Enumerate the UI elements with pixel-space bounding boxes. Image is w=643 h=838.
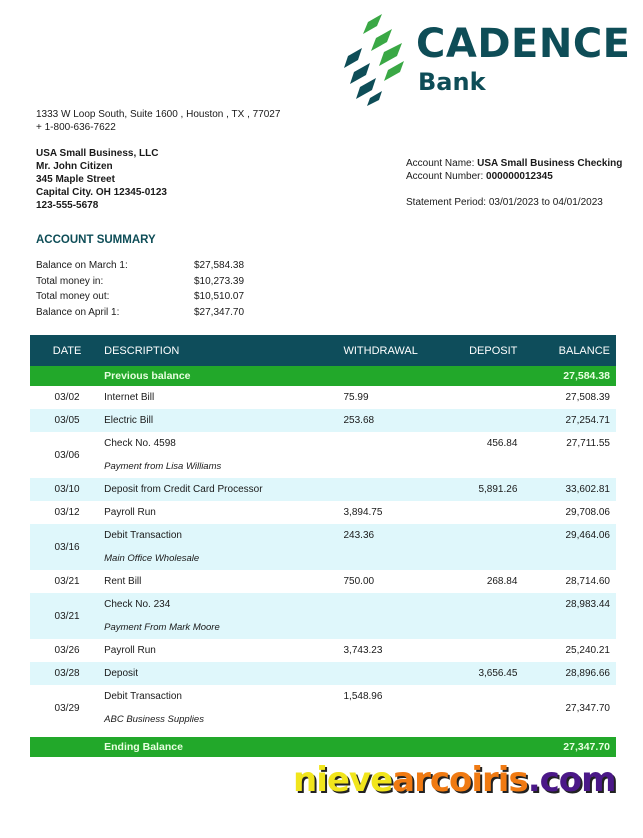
row-withdrawal: 253.68 (343, 409, 438, 432)
summary-row (36, 305, 244, 321)
row-date: 03/21 (54, 576, 80, 587)
row-deposit (439, 409, 524, 432)
watermark-part: .com (527, 760, 616, 800)
row-desc: Payroll Run (104, 645, 156, 656)
row-desc: Payroll Run (104, 507, 156, 518)
row-desc: Debit Transaction (104, 691, 182, 702)
row-withdrawal (343, 593, 438, 639)
watermark-part: arcoiris (392, 760, 528, 800)
row-deposit (439, 685, 524, 731)
ending-balance-row (30, 737, 616, 757)
table-row (30, 593, 616, 639)
row-balance: 27,711.55 (566, 438, 610, 449)
row-subdesc: Payment from Lisa Williams (104, 461, 222, 472)
account-number-label: Account Number: (406, 171, 487, 182)
row-date: 03/16 (30, 524, 104, 570)
ending-balance-label: Ending Balance (104, 737, 343, 757)
row-balance: 27,254.71 (523, 409, 616, 432)
summary-label: Balance on March 1: (36, 260, 128, 272)
bank-address (36, 108, 280, 134)
previous-balance-row (30, 366, 616, 386)
bank-phone: + 1-800-636-7622 (36, 122, 116, 133)
bank-address-line: 1333 W Loop South, Suite 1600 , Houston , TX , 77027 (36, 109, 281, 120)
row-deposit (439, 593, 524, 639)
row-date: 03/02 (54, 392, 80, 403)
row-balance: 29,708.06 (565, 507, 610, 518)
row-date: 03/05 (30, 409, 104, 432)
col-withdrawal: WITHDRAWAL (343, 335, 438, 366)
row-subdesc: Payment From Mark Moore (104, 622, 220, 633)
summary-value: $10,510.07 (194, 291, 245, 303)
row-date: 03/10 (30, 478, 104, 501)
customer-block (36, 147, 167, 212)
row-deposit: 268.84 (486, 576, 518, 587)
row-withdrawal (343, 662, 438, 685)
row-balance: 27,347.70 (565, 702, 610, 714)
previous-balance-label: Previous balance (104, 366, 343, 386)
row-date: 03/12 (54, 507, 80, 518)
row-desc: Deposit from Credit Card Processor (104, 478, 343, 501)
account-info (406, 157, 622, 183)
summary-value: $10,273.39 (194, 275, 245, 287)
account-number-value: 000000012345 (486, 171, 553, 182)
previous-balance-value: 27,584.38 (523, 366, 616, 386)
row-balance: 27,508.39 (565, 392, 610, 403)
row-desc: Rent Bill (104, 576, 142, 587)
summary-row (36, 274, 244, 290)
row-subdesc: ABC Business Supplies (104, 714, 204, 725)
summary-value: $27,347.70 (194, 306, 245, 318)
row-balance: 33,602.81 (523, 478, 616, 501)
row-desc: Debit Transaction (104, 530, 182, 541)
customer-name: Mr. John Citizen (36, 161, 113, 172)
table-row (30, 639, 616, 662)
table-row (30, 524, 616, 570)
customer-phone: 123-555-5678 (36, 200, 99, 211)
leaf-mark-icon (344, 14, 410, 106)
col-description: DESCRIPTION (104, 335, 343, 366)
row-balance: 29,464.06 (523, 524, 616, 570)
row-withdrawal (343, 432, 438, 478)
brand-name: CADENCE (416, 21, 631, 67)
row-deposit (439, 639, 524, 662)
row-deposit: 5,891.26 (439, 478, 524, 501)
table-row (30, 432, 616, 478)
row-date: 03/29 (54, 702, 80, 714)
table-row (30, 662, 616, 685)
summary-title: ACCOUNT SUMMARY (36, 234, 156, 246)
table-row (30, 501, 616, 524)
row-balance: 28,983.44 (523, 593, 616, 639)
account-name-value: USA Small Business Checking (477, 158, 623, 169)
summary-value: $27,584.38 (194, 260, 245, 272)
row-subdesc: Main Office Wholesale (104, 553, 200, 564)
table-row (30, 386, 616, 409)
row-withdrawal: 3,743.23 (343, 645, 383, 656)
row-date: 03/28 (30, 662, 104, 685)
row-desc: Electric Bill (104, 409, 343, 432)
row-desc: Deposit (104, 662, 343, 685)
row-withdrawal: 750.00 (343, 576, 375, 587)
row-balance: 25,240.21 (565, 645, 610, 656)
customer-city: Capital City. OH 12345-0123 (36, 187, 167, 198)
col-balance: BALANCE (523, 335, 616, 366)
table-row (30, 478, 616, 501)
row-deposit (439, 524, 524, 570)
summary-label: Balance on April 1: (36, 306, 120, 318)
row-date: 03/21 (30, 593, 104, 639)
row-balance: 28,896.66 (523, 662, 616, 685)
table-row (30, 409, 616, 432)
table-row (30, 570, 616, 593)
statement-period: Statement Period: 03/01/2023 to 04/01/2023 (406, 197, 603, 208)
row-deposit: 456.84 (486, 438, 518, 449)
customer-company: USA Small Business, LLC (36, 148, 159, 159)
table-header (30, 335, 616, 366)
watermark-logo (293, 760, 616, 800)
row-desc: Check No. 234 (104, 599, 171, 610)
row-date: 03/06 (54, 449, 80, 461)
summary-label: Total money in: (36, 275, 104, 287)
watermark-part: nieve (293, 760, 393, 800)
summary-label: Total money out: (36, 291, 110, 303)
row-deposit (439, 386, 524, 409)
row-desc: Internet Bill (104, 392, 155, 403)
cadence-bank-logo (344, 14, 631, 106)
row-deposit: 3,656.45 (439, 662, 524, 685)
summary-row (36, 289, 244, 305)
row-desc: Check No. 4598 (104, 438, 176, 449)
account-summary (36, 258, 244, 320)
row-withdrawal: 243.36 (343, 524, 438, 570)
table-row (30, 685, 616, 731)
summary-row (36, 258, 244, 274)
customer-street: 345 Maple Street (36, 174, 115, 185)
transactions-table (30, 335, 616, 757)
row-withdrawal: 1,548.96 (343, 691, 383, 702)
row-deposit (439, 501, 524, 524)
row-balance: 28,714.60 (565, 576, 610, 587)
col-deposit: DEPOSIT (439, 335, 524, 366)
account-name-label: Account Name: (406, 158, 478, 169)
row-withdrawal: 3,894.75 (343, 507, 383, 518)
ending-balance-value: 27,347.70 (523, 737, 616, 757)
row-withdrawal: 75.99 (343, 392, 369, 403)
row-date: 03/26 (54, 645, 80, 656)
col-date: DATE (30, 335, 104, 366)
brand-sub: Bank (418, 68, 486, 96)
row-withdrawal (343, 478, 438, 501)
